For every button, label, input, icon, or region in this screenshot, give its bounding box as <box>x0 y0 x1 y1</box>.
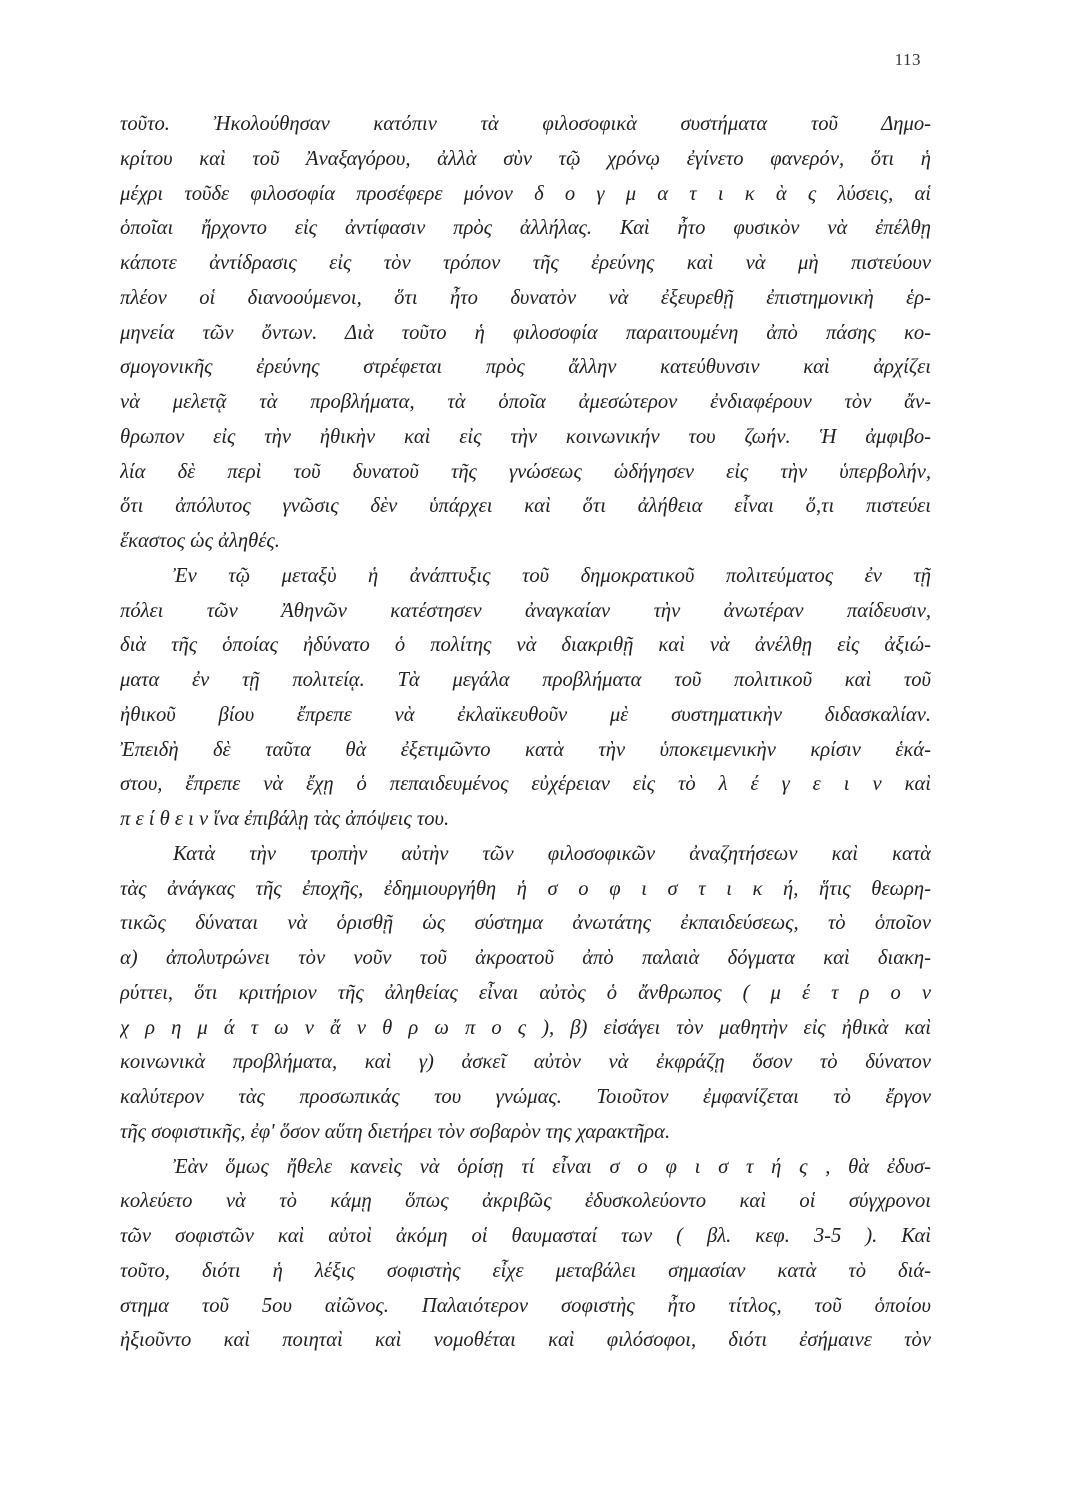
text-line: ρύττει, ὅτι κριτήριον τῆς ἀληθείας εἶναι αὐτὸς ὁ ἄνθρωπος ( μ έ τ ρ ο ν <box>120 981 931 1004</box>
text-line: κρίτου καὶ τοῦ Ἀναξαγόρου, ἀλλὰ σὺν τῷ χρόνῳ ἐγίνετο φανερόν, ὅτι ἡ <box>120 147 931 170</box>
text-line: Ἐν τῷ μεταξὺ ἡ ἀνάπτυξις τοῦ δημοκρατικοῦ πολιτεύματος ἐν τῇ <box>173 564 931 587</box>
text-line: κολεύετο νὰ τὸ κάμῃ ὅπως ἀκριβῶς ἐδυσκολεύοντο καὶ οἱ σύγχρονοι <box>120 1190 931 1213</box>
text-line: τοῦτο, διότι ἡ λέξις σοφιστὴς εἶχε μεταβάλει σημασίαν κατὰ τὸ διά- <box>120 1259 931 1282</box>
text-line: καλύτερον τὰς προσωπικάς του γνώμας. Τοιοῦτον ἐμφανίζεται τὸ ἔργον <box>120 1086 931 1108</box>
text-line: τικῶς δύναται νὰ ὁρισθῇ ὡς σύστημα ἀνωτάτης ἐκπαιδεύσεως, τὸ ὁποῖον <box>120 912 931 935</box>
text-line: ἠξιοῦντο καὶ ποιηταὶ καὶ νομοθέται καὶ φιλόσοφοι, διότι ἐσήμαινε τὸν <box>120 1329 931 1352</box>
text-line: ἕκαστος ὡς ἀληθές. <box>120 530 280 552</box>
text-line: μέχρι τοῦδε φιλοσοφία προσέφερε μόνον δ ο γ μ α τ ι κ ὰ ς λύσεις, αἱ <box>120 182 931 205</box>
text-line: ὅτι ἀπόλυτος γνῶσις δὲν ὑπάρχει καὶ ὅτι ἀλήθεια εἶναι ὅ,τι πιστεύει <box>120 495 931 518</box>
text-line: τοῦτο. Ἠκολούθησαν κατόπιν τὰ φιλοσοφικὰ συστήματα τοῦ Δημο- <box>120 113 931 135</box>
text-line: Ἐπειδὴ δὲ ταῦτα θὰ ἐξετιμῶντο κατὰ τὴν ὑποκειμενικὴν κρίσιν ἑκά- <box>120 738 931 761</box>
text-line: νὰ μελετᾷ τὰ προβλήματα, τὰ ὁποῖα ἀμεσώτερον ἐνδιαφέρουν τὸν ἄν- <box>120 391 931 413</box>
text-line: στου, ἔπρεπε νὰ ἔχῃ ὁ πεπαιδευμένος εὐχέρειαν εἰς τὸ λ έ γ ε ι ν καὶ <box>120 773 931 796</box>
page-number: 113 <box>894 50 921 69</box>
text-line: π ε ί θ ε ι ν ἵνα ἐπιβάλῃ τὰς ἀπόψεις του. <box>120 808 450 830</box>
text-line: κοινωνικὰ προβλήματα, καὶ γ) ἀσκεῖ αὐτὸν νὰ ἐκφράζῃ ὅσον τὸ δύνατον <box>120 1051 931 1074</box>
text-line: λία δὲ περὶ τοῦ δυνατοῦ τῆς γνώσεως ὡδήγησεν εἰς τὴν ὑπερβολήν, <box>120 460 931 483</box>
text-line: τὰς ἀνάγκας τῆς ἐποχῆς, ἐδημιουργήθη ἡ σ ο φ ι σ τ ι κ ή, ἥτις θεωρη- <box>120 877 931 900</box>
text-line: χ ρ η μ ά τ ω ν ἄ ν θ ρ ω π ο ς ), β) εἰσάγει τὸν μαθητὴν εἰς ἠθικὰ καὶ <box>120 1016 931 1039</box>
text-line: θρωπον εἰς τὴν ἠθικὴν καὶ εἰς τὴν κοινωνικήν του ζωήν. Ἡ ἀμφιβο- <box>120 425 931 448</box>
text-line: πόλει τῶν Ἀθηνῶν κατέστησεν ἀναγκαίαν τὴν ἀνωτέραν παίδευσιν, <box>120 599 931 622</box>
text-line: ματα ἐν τῇ πολιτείᾳ. Τὰ μεγάλα προβλήματα τοῦ πολιτικοῦ καὶ τοῦ <box>120 669 931 691</box>
text-line: κάποτε ἀντίδρασις εἰς τὸν τρόπον τῆς ἐρεύνης καὶ νὰ μὴ πιστεύουν <box>120 252 931 274</box>
text-line: α) ἀπολυτρώνει τὸν νοῦν τοῦ ἀκροατοῦ ἀπὸ παλαιὰ δόγματα καὶ διακη- <box>120 947 931 969</box>
text-line: Κατὰ τὴν τροπὴν αὐτὴν τῶν φιλοσοφικῶν ἀναζητήσεων καὶ κατὰ <box>173 842 931 865</box>
text-line: διὰ τῆς ὁποίας ἠδύνατο ὁ πολίτης νὰ διακριθῇ καὶ νὰ ἀνέλθῃ εἰς ἀξιώ- <box>120 634 931 657</box>
text-line: σμογονικῆς ἐρεύνης στρέφεται πρὸς ἄλλην κατεύθυνσιν καὶ ἀρχίζει <box>120 356 931 379</box>
text-line: ὁποῖαι ἤρχοντο εἰς ἀντίφασιν πρὸς ἀλλήλας. Καὶ ἦτο φυσικὸν νὰ ἐπέλθῃ <box>120 217 931 240</box>
text-line: τῶν σοφιστῶν καὶ αὐτοὶ ἀκόμη οἱ θαυμασταί των ( βλ. κεφ. 3-5 ). Καὶ <box>120 1225 931 1247</box>
text-line: στημα τοῦ 5ου αἰῶνος. Παλαιότερον σοφιστὴς ἦτο τίτλος, τοῦ ὁποίου <box>120 1294 931 1317</box>
text-line: τῆς σοφιστικῆς, ἐφ' ὅσον αὕτη διετήρει τὸν σοβαρὸν της χαρακτῆρα. <box>120 1120 671 1143</box>
text-line: Ἐὰν ὅμως ἤθελε κανεὶς νὰ ὁρίσῃ τί εἶναι σ ο φ ι σ τ ή ς , θὰ ἐδυσ- <box>173 1155 931 1178</box>
text-line: μηνεία τῶν ὄντων. Διὰ τοῦτο ἡ φιλοσοφία παραιτουμένη ἀπὸ πάσης κο- <box>120 321 931 344</box>
text-line: πλέον οἱ διανοούμενοι, ὅτι ἦτο δυνατὸν νὰ ἐξευρεθῇ ἐπιστημονικὴ ἑρ- <box>120 286 931 309</box>
body-text <box>120 107 931 1358</box>
text-line: ἠθικοῦ βίου ἔπρεπε νὰ ἐκλαϊκευθοῦν μὲ συστηματικὴν διδασκαλίαν. <box>120 703 931 726</box>
